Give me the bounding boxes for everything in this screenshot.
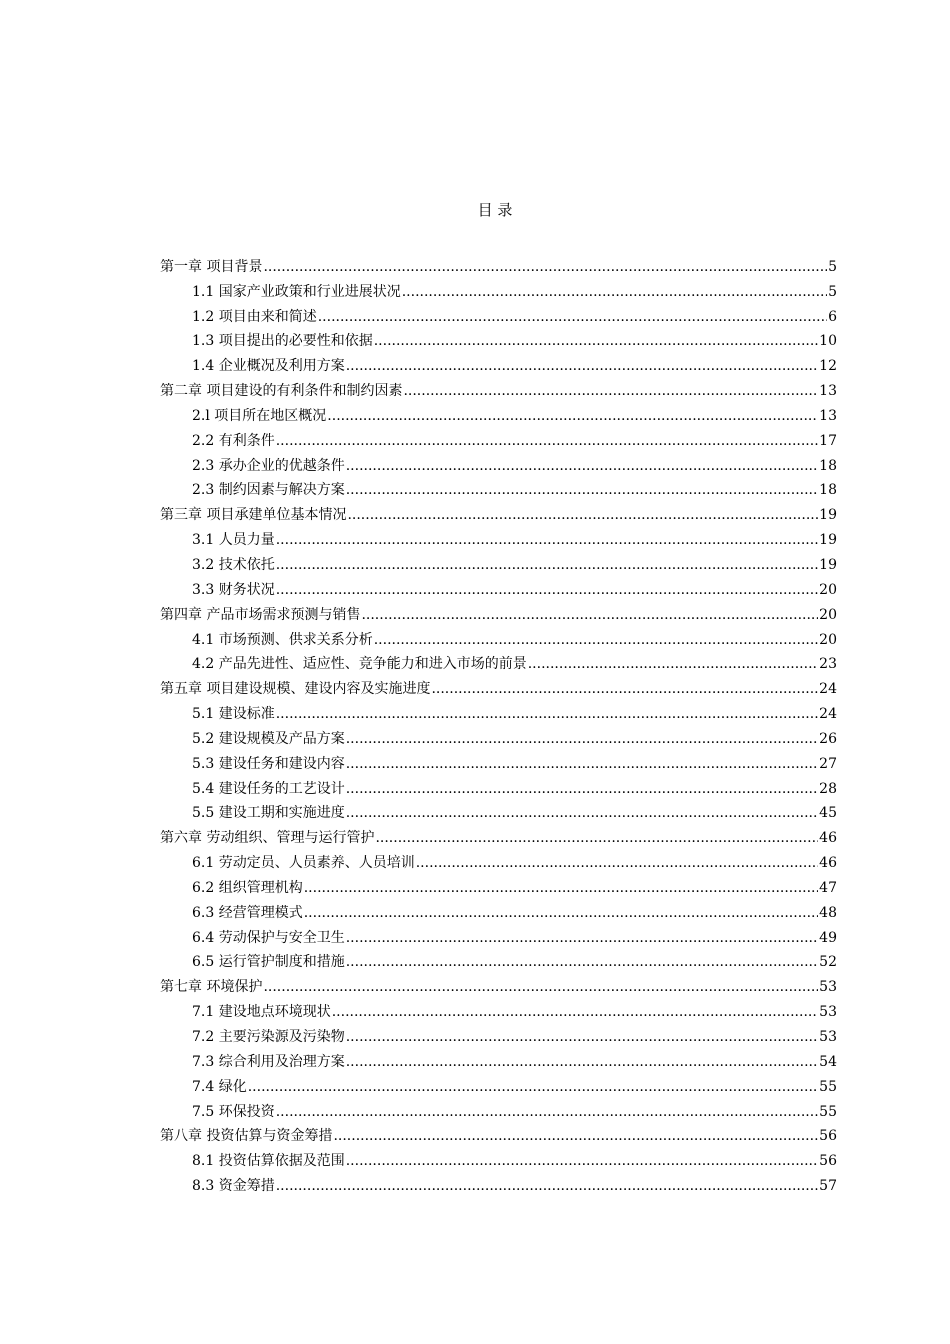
toc-entry-label: 5.5 建设工期和实施进度 xyxy=(192,805,345,822)
toc-page-number: 45 xyxy=(819,805,837,822)
toc-entry-label: 5.2 建设规模及产品方案 xyxy=(192,730,345,747)
toc-dot-leader xyxy=(248,1077,818,1097)
toc-entry-label: 第六章 劳动组织、管理与运行管护 xyxy=(160,830,375,847)
toc-section-entry[interactable] xyxy=(160,327,837,352)
toc-section-entry[interactable] xyxy=(160,1171,837,1196)
toc-dot-leader xyxy=(276,530,818,550)
toc-entry-label: 5.1 建设标准 xyxy=(192,706,275,723)
toc-dot-leader xyxy=(346,754,818,774)
toc-entry-label: 第七章 环境保护 xyxy=(160,979,263,996)
toc-section-entry[interactable] xyxy=(160,277,837,302)
toc-chapter-entry[interactable] xyxy=(160,600,837,625)
toc-dot-leader xyxy=(346,1027,818,1047)
toc-dot-leader xyxy=(276,1102,818,1122)
toc-section-entry[interactable] xyxy=(160,525,837,550)
toc-page-number: 28 xyxy=(819,780,837,797)
toc-entry-label: 第四章 产品市场需求预测与销售 xyxy=(160,606,361,623)
toc-page-number: 53 xyxy=(819,979,837,996)
toc-page-number: 18 xyxy=(819,482,837,499)
toc-page-number: 54 xyxy=(819,1053,837,1070)
toc-dot-leader xyxy=(416,853,818,873)
toc-entry-label: 第八章 投资估算与资金筹措 xyxy=(160,1128,333,1145)
toc-chapter-entry[interactable] xyxy=(160,674,837,699)
toc-entry-label: 1.1 国家产业政策和行业进展状况 xyxy=(192,283,401,300)
toc-entry-label: 4.1 市场预测、供求关系分析 xyxy=(192,631,373,648)
toc-page-number: 18 xyxy=(819,457,837,474)
toc-page-number: 46 xyxy=(819,855,837,872)
toc-dot-leader xyxy=(361,605,818,625)
toc-page-number: 6 xyxy=(828,308,837,325)
toc-dot-leader xyxy=(304,903,818,923)
toc-dot-leader xyxy=(374,630,818,650)
toc-page-number: 12 xyxy=(819,358,837,375)
toc-section-entry[interactable] xyxy=(160,625,837,650)
toc-section-entry[interactable] xyxy=(160,699,837,724)
toc-entry-label: 7.3 综合利用及治理方案 xyxy=(192,1053,345,1070)
toc-entry-label: 7.5 环保投资 xyxy=(192,1103,275,1120)
table-of-contents xyxy=(160,252,837,1196)
toc-dot-leader xyxy=(375,828,818,848)
toc-page-number: 47 xyxy=(819,879,837,896)
toc-page-number: 13 xyxy=(819,407,837,424)
toc-entry-label: 6.4 劳动保护与安全卫生 xyxy=(192,929,345,946)
page-title: 目 录 xyxy=(477,201,513,219)
toc-dot-leader xyxy=(374,331,818,351)
toc-entry-label: 6.3 经营管理模式 xyxy=(192,904,303,921)
toc-entry-label: 第二章 项目建设的有利条件和制约因素 xyxy=(160,383,403,400)
toc-page-number: 55 xyxy=(819,1078,837,1095)
toc-page-number: 24 xyxy=(819,706,837,723)
toc-page-number: 46 xyxy=(819,830,837,847)
toc-section-entry[interactable] xyxy=(160,1022,837,1047)
toc-section-entry[interactable] xyxy=(160,1146,837,1171)
toc-entry-label: 1.3 项目提出的必要性和依据 xyxy=(192,333,373,350)
toc-entry-label: 5.4 建设任务的工艺设计 xyxy=(192,780,345,797)
toc-section-entry[interactable] xyxy=(160,799,837,824)
toc-entry-label: 1.4 企业概况及利用方案 xyxy=(192,358,345,375)
toc-dot-leader xyxy=(276,555,818,575)
toc-entry-label: 第一章 项目背景 xyxy=(160,258,263,275)
toc-dot-leader xyxy=(402,282,827,302)
toc-dot-leader xyxy=(346,803,818,823)
toc-entry-label: 3.3 财务状况 xyxy=(192,581,275,598)
toc-page-number: 10 xyxy=(819,333,837,350)
toc-chapter-entry[interactable] xyxy=(160,823,837,848)
toc-chapter-entry[interactable] xyxy=(160,500,837,525)
toc-dot-leader xyxy=(276,1176,818,1196)
toc-section-entry[interactable] xyxy=(160,923,837,948)
toc-dot-leader xyxy=(528,654,818,674)
toc-page-number: 24 xyxy=(819,681,837,698)
toc-entry-label: 2.3 制约因素与解决方案 xyxy=(192,482,345,499)
toc-section-entry[interactable] xyxy=(160,476,837,501)
toc-section-entry[interactable] xyxy=(160,650,837,675)
toc-page-number: 56 xyxy=(819,1153,837,1170)
toc-dot-leader xyxy=(276,431,818,451)
toc-entry-label: 8.3 资金筹措 xyxy=(192,1178,275,1195)
toc-entry-label: 7.4 绿化 xyxy=(192,1078,247,1095)
toc-dot-leader xyxy=(318,307,827,327)
toc-entry-label: 7.1 建设地点环境现状 xyxy=(192,1004,331,1021)
toc-entry-label: 3.1 人员力量 xyxy=(192,532,275,549)
toc-dot-leader xyxy=(276,580,818,600)
toc-entry-label: 2.l 项目所在地区概况 xyxy=(192,407,327,424)
toc-dot-leader xyxy=(403,381,818,401)
toc-page-number: 20 xyxy=(819,606,837,623)
toc-chapter-entry[interactable] xyxy=(160,376,837,401)
toc-section-entry[interactable] xyxy=(160,724,837,749)
toc-entry-label: 4.2 产品先进性、适应性、竞争能力和进入市场的前景 xyxy=(192,656,527,673)
toc-dot-leader xyxy=(346,779,818,799)
toc-chapter-entry[interactable] xyxy=(160,972,837,997)
toc-section-entry[interactable] xyxy=(160,302,837,327)
toc-section-entry[interactable] xyxy=(160,774,837,799)
toc-dot-leader xyxy=(327,406,818,426)
toc-page-number: 20 xyxy=(819,581,837,598)
toc-section-entry[interactable] xyxy=(160,749,837,774)
toc-page-number: 52 xyxy=(819,954,837,971)
toc-dot-leader xyxy=(332,1002,818,1022)
toc-entry-label: 2.3 承办企业的优越条件 xyxy=(192,457,345,474)
toc-section-entry[interactable] xyxy=(160,898,837,923)
toc-page-number: 56 xyxy=(819,1128,837,1145)
toc-dot-leader xyxy=(346,356,818,376)
toc-entry-label: 2.2 有利条件 xyxy=(192,432,275,449)
toc-dot-leader xyxy=(347,505,818,525)
toc-dot-leader xyxy=(346,729,818,749)
toc-section-entry[interactable] xyxy=(160,451,837,476)
toc-entry-label: 第五章 项目建设规模、建设内容及实施进度 xyxy=(160,681,431,698)
toc-dot-leader xyxy=(346,456,818,476)
toc-section-entry[interactable] xyxy=(160,401,837,426)
toc-page-number: 19 xyxy=(819,556,837,573)
toc-page-number: 53 xyxy=(819,1004,837,1021)
toc-section-entry[interactable] xyxy=(160,351,837,376)
toc-page-number: 19 xyxy=(819,507,837,524)
toc-entry-label: 第三章 项目承建单位基本情况 xyxy=(160,507,347,524)
toc-section-entry[interactable] xyxy=(160,1072,837,1097)
toc-entry-label: 6.5 运行管护制度和措施 xyxy=(192,954,345,971)
toc-section-entry[interactable] xyxy=(160,948,837,973)
toc-dot-leader xyxy=(276,704,818,724)
toc-dot-leader xyxy=(346,1052,818,1072)
toc-page-number: 53 xyxy=(819,1029,837,1045)
toc-page-number: 49 xyxy=(819,929,837,946)
toc-section-entry[interactable] xyxy=(160,426,837,451)
toc-page-number: 26 xyxy=(819,730,837,747)
toc-dot-leader xyxy=(431,679,818,699)
toc-chapter-entry[interactable] xyxy=(160,252,837,277)
toc-page-number: 55 xyxy=(819,1103,837,1120)
toc-page-number: 17 xyxy=(819,432,837,449)
toc-entry-label: 5.3 建设任务和建设内容 xyxy=(192,755,345,772)
toc-page-number: 5 xyxy=(828,283,837,300)
toc-dot-leader xyxy=(346,952,818,972)
toc-dot-leader xyxy=(333,1126,818,1146)
toc-page-number: 13 xyxy=(819,383,837,400)
toc-page-number: 27 xyxy=(819,755,837,772)
toc-section-entry[interactable] xyxy=(160,1047,837,1072)
toc-dot-leader xyxy=(346,480,818,500)
toc-page-number: 19 xyxy=(819,532,837,549)
toc-section-entry[interactable] xyxy=(160,550,837,575)
toc-page-number: 57 xyxy=(819,1178,837,1195)
toc-entry-label: 3.2 技术依托 xyxy=(192,556,275,573)
toc-section-entry[interactable] xyxy=(160,575,837,600)
toc-page-number: 20 xyxy=(819,631,837,648)
toc-entry-label: 1.2 项目由来和简述 xyxy=(192,308,317,325)
toc-dot-leader xyxy=(346,1151,818,1171)
toc-entry-label: 6.1 劳动定员、人员素养、人员培训 xyxy=(192,855,415,872)
toc-section-entry[interactable] xyxy=(160,1097,837,1122)
toc-section-entry[interactable] xyxy=(160,848,837,873)
toc-entry-label: 6.2 组织管理机构 xyxy=(192,879,303,896)
toc-dot-leader xyxy=(346,928,818,948)
toc-page-number: 5 xyxy=(828,258,837,275)
toc-dot-leader xyxy=(263,977,818,997)
toc-entry-label: 7.2 主要污染源及污染物 xyxy=(192,1029,345,1045)
toc-page-number: 23 xyxy=(819,656,837,673)
toc-dot-leader xyxy=(263,257,827,277)
toc-dot-leader xyxy=(304,878,818,898)
toc-section-entry[interactable] xyxy=(160,873,837,898)
toc-page-number: 48 xyxy=(819,904,837,921)
toc-entry-label: 8.1 投资估算依据及范围 xyxy=(192,1153,345,1170)
toc-chapter-entry[interactable] xyxy=(160,1122,837,1147)
toc-section-entry[interactable] xyxy=(160,997,837,1022)
